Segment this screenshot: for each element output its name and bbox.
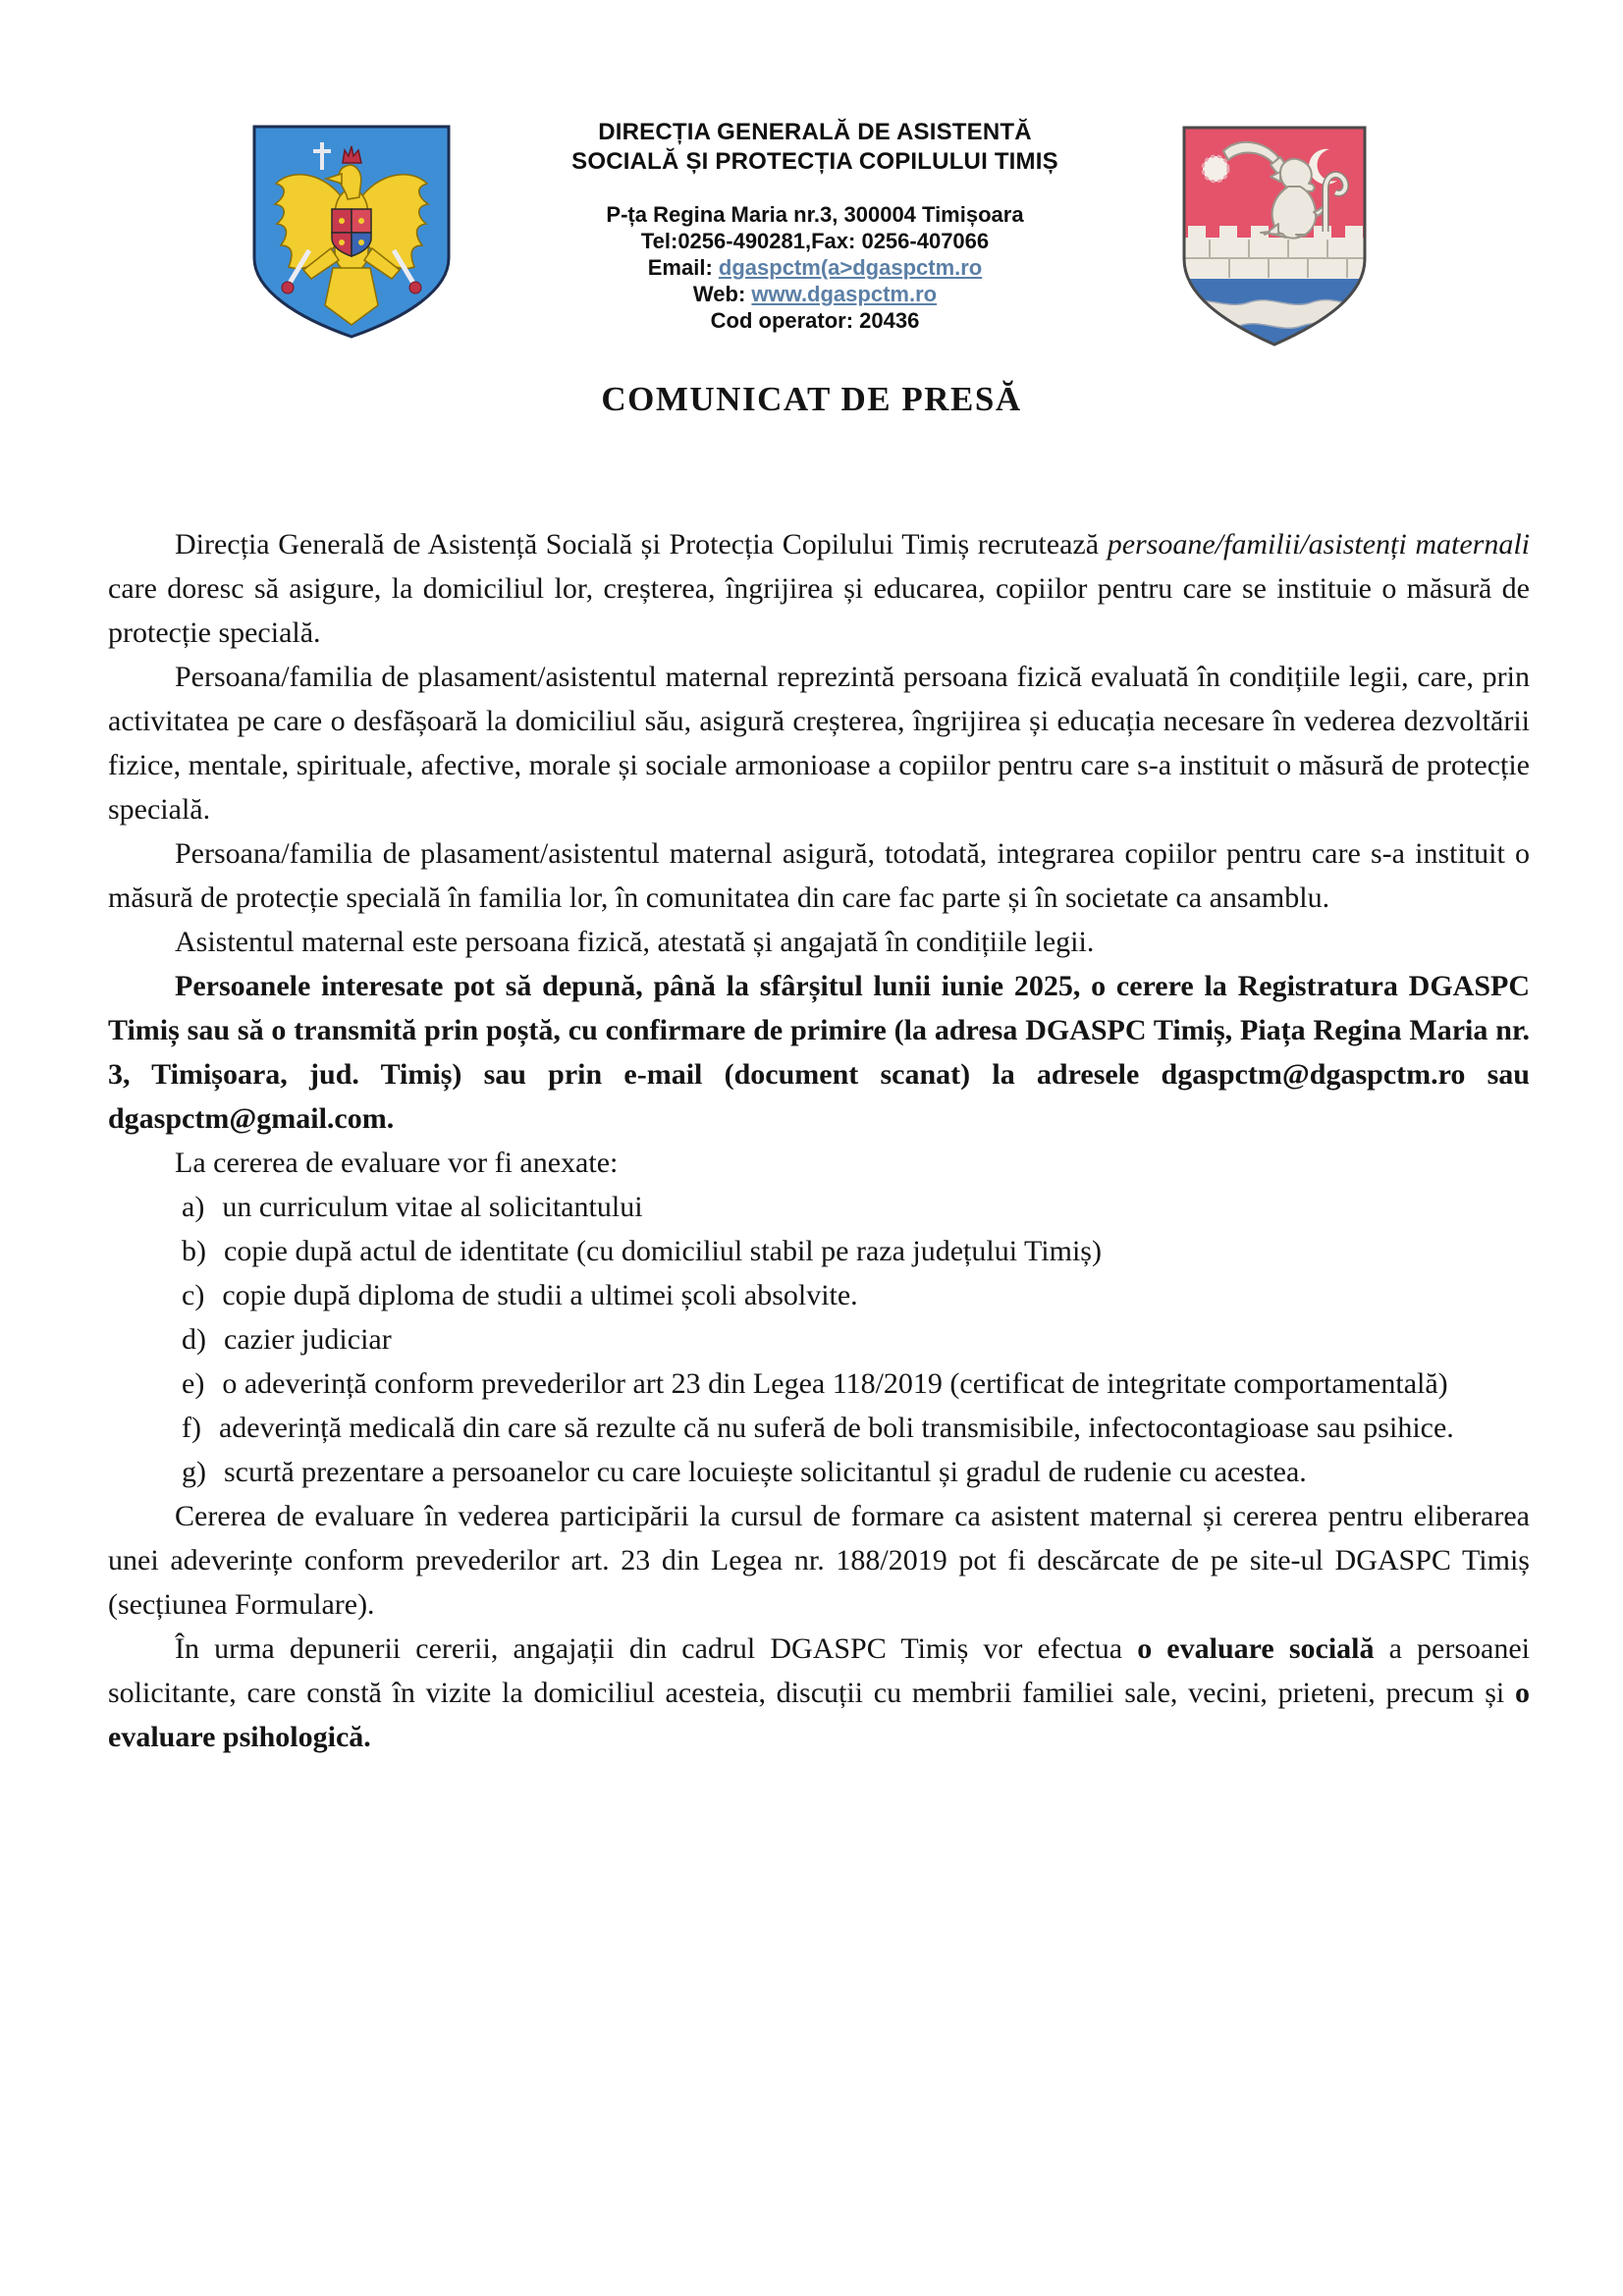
romania-coat-of-arms-icon: [248, 123, 455, 341]
letterhead: [491, 118, 1139, 334]
org-name-line2: SOCIALĂ ȘI PROTECȚIA COPILULUI TIMIȘ: [571, 148, 1058, 175]
letterhead-spacer: [491, 177, 1139, 201]
list-marker-c: c): [182, 1279, 205, 1311]
list-item-a: [108, 1185, 1530, 1229]
document-body: [108, 522, 1530, 1759]
p1-text-pre: Direcția Generală de Asistență Socială și Protecția Copilului Timiș recrutează: [175, 528, 1108, 561]
list-item-e: [108, 1362, 1530, 1406]
list-marker-d: d): [182, 1323, 206, 1356]
page-title: COMUNICAT DE PRESĂ: [601, 380, 1022, 418]
list-text-f: adeverință medicală din care să rezulte că nu suferă de boli transmisibile, infectocontagioase sau psihice.: [218, 1412, 1454, 1444]
paragraph-downloads: Cererea de evaluare în vederea participării la cursul de formare ca asistent maternal și cererea pentru eliberarea unei adeverințe conform prevederilor art. 23 din Legea nr. 188/2019 pot fi descărcate de pe site-ul DGASPC Timiș (secțiunea Formulare).: [108, 1500, 1530, 1621]
list-text-c: copie după diploma de studii a ultimei școli absolvite.: [222, 1279, 858, 1311]
paragraph-asistent-maternal: Asistentul maternal este persoana fizică, atestată și angajată în condițiile legii.: [175, 926, 1095, 958]
list-text-d: cazier judiciar: [224, 1323, 392, 1356]
list-marker-b: b): [182, 1235, 206, 1267]
org-name-line1: DIRECȚIA GENERALĂ DE ASISTENTĂ: [598, 119, 1032, 145]
list-text-e: o adeverință conform prevederilor art 23 din Legea 118/2019 (certificat de integritate comportamentală): [222, 1367, 1448, 1400]
p1-italic-emphasis: persoane/familii/asistenți maternali: [1107, 528, 1531, 561]
list-text-g: scurtă prezentare a persoanelor cu care locuiește solicitantul și gradul de rudenie cu acestea.: [224, 1456, 1307, 1488]
paragraph-definition: Persoana/familia de plasament/asistentul maternal reprezintă persoana fizică evaluată în condițiile legii, care, prin activitatea pe care o desfășoară la domiciliul său, asigură creșterea, îngrijirea și educația necesare în vederea dezvoltării fizice, mentale, spirituale, afective, morale și sociale armonioase a copiilor pentru care s-a instituit o măsură de protecție specială.: [108, 661, 1530, 826]
org-address: P-ța Regina Maria nr.3, 300004 Timișoara: [606, 202, 1024, 227]
web-label: Web:: [692, 282, 746, 306]
p9-bold-evaluare-psihologica: o evaluare psihologică.: [108, 1677, 1530, 1753]
p1-text-post: care doresc să asigure, la domiciliul lor, creșterea, îngrijirea și educarea, copiilor pentru care se instituie o măsură de protecție specială.: [108, 572, 1530, 649]
cod-operator: Cod operator: 20436: [710, 308, 920, 333]
list-item-f: [108, 1406, 1530, 1450]
org-web-line: [491, 281, 1139, 307]
email-label: Email:: [647, 255, 713, 280]
p9-text-mid: a persoanei solicitante, care constă în vizite la domiciliul acesteia, discuții cu membrii familiei sale, vecini, prieteni, precum și: [108, 1632, 1530, 1709]
list-item-d: [108, 1317, 1530, 1362]
paragraph-application-bold: Persoanele interesate pot să depună, până la sfârșitul lunii iunie 2025, o cerere la Registratura DGASPC Timiș sau să o transmită prin poștă, cu confirmare de primire (la adresa DGASPC Timiș, Piața Regina Maria nr. 3, Timișoara, jud. Timiș) sau prin e-mail (document scanat) la adresele dgaspctm@dgaspctm.ro sau dgaspctm@gmail.com.: [108, 970, 1530, 1135]
list-item-g: [108, 1450, 1530, 1494]
email-link[interactable]: dgaspctm(a>dgaspctm.ro: [718, 255, 983, 280]
list-marker-f: f): [182, 1412, 201, 1444]
p9-text-pre: În urma depunerii cererii, angajații din cadrul DGASPC Timiș vor efectua: [175, 1632, 1138, 1665]
list-item-b: [108, 1229, 1530, 1273]
list-text-b: copie după actul de identitate (cu domiciliul stabil pe raza județului Timiș): [224, 1235, 1102, 1267]
list-marker-e: e): [182, 1367, 205, 1400]
org-email-line: [491, 254, 1139, 281]
list-text-a: un curriculum vitae al solicitantului: [222, 1191, 643, 1223]
paragraph-integration: Persoana/familia de plasament/asistentul maternal asigură, totodată, integrarea copiilor pentru care s-a instituit o măsură de protecție specială în familia lor, în comunitatea din care fac parte și în societate ca ansamblu.: [108, 837, 1530, 914]
paragraph-intro: [108, 522, 1530, 655]
list-marker-a: a): [182, 1191, 205, 1223]
list-item-c: [108, 1273, 1530, 1317]
timis-coat-of-arms-icon: [1176, 121, 1373, 350]
p9-bold-evaluare-sociala: o evaluare socială: [1137, 1632, 1375, 1665]
org-phone-fax: Tel:0256-490281,Fax: 0256-407066: [640, 229, 990, 253]
paragraph-evaluation: [108, 1627, 1530, 1759]
list-marker-g: g): [182, 1456, 206, 1488]
web-link[interactable]: www.dgaspctm.ro: [751, 282, 938, 306]
paragraph-annex-intro: La cererea de evaluare vor fi anexate:: [175, 1147, 619, 1179]
